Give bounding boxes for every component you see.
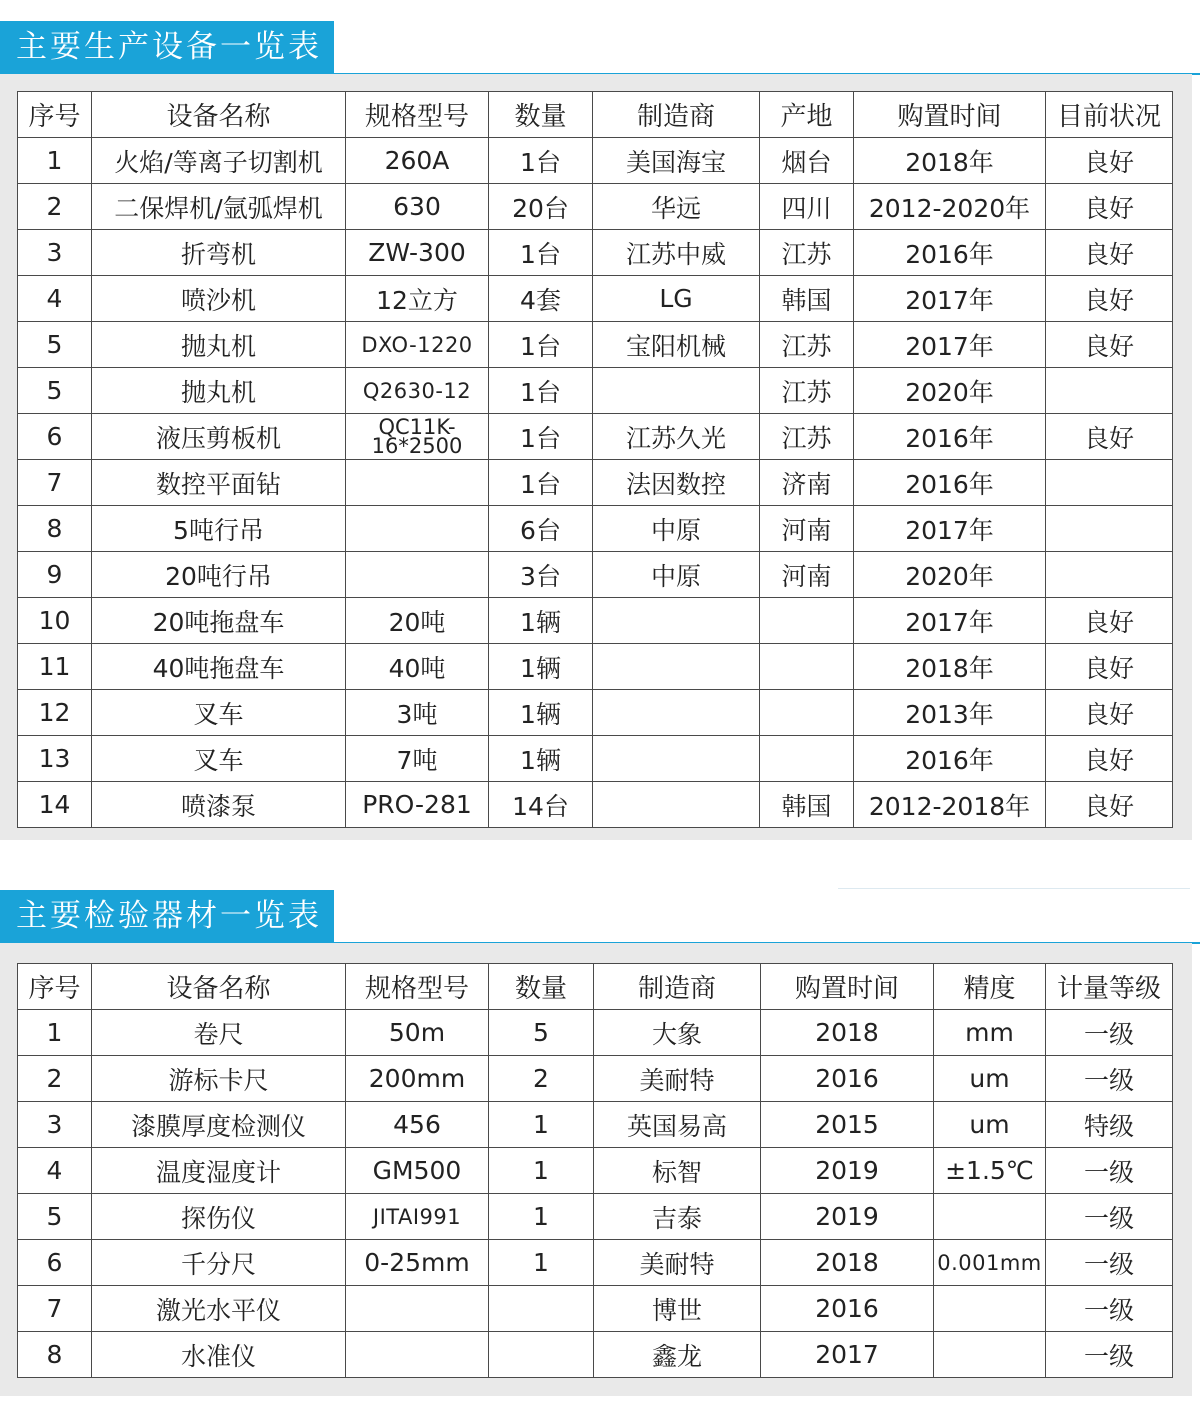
equipment-cell-col-spec: 3吨 [346,690,489,736]
equipment-cell-col-maker: 宝阳机械 [593,322,760,368]
inspection-cell-col-maker: 美耐特 [594,1056,761,1102]
equipment-cell-col-maker [593,736,760,782]
equipment-cell-col-index: 4 [18,276,92,322]
equipment-cell-col-7: 2018年 [854,138,1046,184]
inspection-header-5: 购置时间 [761,964,934,1010]
table-row [18,1148,1173,1194]
equipment-cell-col-name: 5吨行吊 [92,506,346,552]
inspection-table [17,963,1173,1378]
equipment-cell-col-6: 韩国 [760,276,854,322]
table-row [18,138,1173,184]
table-row [18,1056,1173,1102]
equipment-cell-col-maker: LG [593,276,760,322]
inspection-cell-col-name: 探伤仪 [92,1194,346,1240]
inspection-cell-col-8: 一级 [1046,1056,1173,1102]
inspection-cell-col-qty: 1 [489,1102,594,1148]
inspection-header-1: 设备名称 [92,964,346,1010]
table-row [18,690,1173,736]
equipment-header-7: 目前状况 [1046,92,1173,138]
equipment-header-5: 产地 [760,92,854,138]
table-row [18,276,1173,322]
equipment-cell-col-spec: 7吨 [346,736,489,782]
equipment-cell-col-maker: 中原 [593,552,760,598]
equipment-cell-col-8: 良好 [1046,322,1173,368]
equipment-cell-col-spec [346,460,489,506]
equipment-cell-col-index: 5 [18,322,92,368]
equipment-cell-col-6 [760,690,854,736]
table-row [18,644,1173,690]
inspection-cell-col-name: 卷尺 [92,1010,346,1056]
equipment-cell-col-name: 折弯机 [92,230,346,276]
equipment-cell-col-6: 河南 [760,506,854,552]
table-row [18,414,1173,460]
inspection-cell-col-index: 6 [18,1240,92,1286]
table-row [18,1332,1173,1378]
equipment-cell-col-index: 1 [18,138,92,184]
inspection-cell-col-spec: 50m [346,1010,489,1056]
equipment-cell-col-maker: 法因数控 [593,460,760,506]
equipment-cell-col-qty: 4套 [489,276,593,322]
inspection-cell-col-8: 特级 [1046,1102,1173,1148]
inspection-header-row [18,964,1173,1010]
equipment-cell-col-index: 13 [18,736,92,782]
equipment-cell-col-8: 良好 [1046,414,1173,460]
equipment-cell-col-maker [593,598,760,644]
table-row [18,1010,1173,1056]
equipment-cell-col-7: 2016年 [854,414,1046,460]
equipment-cell-col-qty: 1辆 [489,644,593,690]
inspection-header-3: 数量 [489,964,594,1010]
table-row [18,1102,1173,1148]
equipment-cell-col-maker: 江苏久光 [593,414,760,460]
equipment-cell-col-maker [593,644,760,690]
inspection-cell-col-6: 2017 [761,1332,934,1378]
divider-line [838,888,1190,889]
inspection-cell-col-qty: 2 [489,1056,594,1102]
equipment-header-0: 序号 [18,92,92,138]
equipment-cell-col-index: 2 [18,184,92,230]
inspection-cell-col-spec: JITAI991 [346,1194,489,1240]
equipment-cell-col-8: 良好 [1046,276,1173,322]
inspection-cell-col-index: 3 [18,1102,92,1148]
equipment-cell-col-7: 2017年 [854,276,1046,322]
inspection-cell-col-qty: 1 [489,1148,594,1194]
table-row [18,506,1173,552]
inspection-cell-col-qty [489,1332,594,1378]
inspection-cell-col-index: 5 [18,1194,92,1240]
equipment-cell-col-8 [1046,460,1173,506]
inspection-cell-col-index: 8 [18,1332,92,1378]
equipment-cell-col-qty: 1辆 [489,736,593,782]
inspection-header-6: 精度 [934,964,1046,1010]
inspection-header-4: 制造商 [594,964,761,1010]
equipment-cell-col-name: 二保焊机/氩弧焊机 [92,184,346,230]
equipment-cell-col-6: 江苏 [760,414,854,460]
inspection-cell-col-7 [934,1194,1046,1240]
equipment-cell-col-spec: 260A [346,138,489,184]
table-row [18,368,1173,414]
equipment-cell-col-maker: 江苏中威 [593,230,760,276]
equipment-cell-col-name: 喷沙机 [92,276,346,322]
equipment-cell-col-maker [593,690,760,736]
inspection-cell-col-6: 2018 [761,1010,934,1056]
equipment-cell-col-8: 良好 [1046,598,1173,644]
equipment-cell-col-qty: 1台 [489,414,593,460]
inspection-cell-col-spec: GM500 [346,1148,489,1194]
equipment-cell-col-index: 3 [18,230,92,276]
table-row [18,1194,1173,1240]
inspection-header-0: 序号 [18,964,92,1010]
equipment-cell-col-qty: 1辆 [489,690,593,736]
equipment-body [18,138,1173,828]
inspection-cell-col-8: 一级 [1046,1148,1173,1194]
equipment-cell-col-8: 良好 [1046,230,1173,276]
equipment-cell-col-6: 济南 [760,460,854,506]
inspection-cell-col-7 [934,1332,1046,1378]
table-row [18,736,1173,782]
equipment-title: 主要生产设备一览表 [0,21,334,73]
equipment-cell-col-maker [593,782,760,828]
equipment-cell-col-7: 2018年 [854,644,1046,690]
table-row [18,230,1173,276]
inspection-cell-col-qty [489,1286,594,1332]
inspection-cell-col-name: 千分尺 [92,1240,346,1286]
equipment-cell-col-spec: 20吨 [346,598,489,644]
equipment-cell-col-7: 2016年 [854,460,1046,506]
equipment-cell-col-spec [346,506,489,552]
equipment-cell-col-6: 江苏 [760,368,854,414]
equipment-cell-col-7: 2013年 [854,690,1046,736]
equipment-cell-col-spec: PRO-281 [346,782,489,828]
equipment-table [17,91,1173,828]
inspection-cell-col-7: ±1.5℃ [934,1148,1046,1194]
equipment-cell-col-index: 10 [18,598,92,644]
inspection-cell-col-spec: 456 [346,1102,489,1148]
inspection-cell-col-7 [934,1286,1046,1332]
inspection-cell-col-spec: 0-25mm [346,1240,489,1286]
inspection-cell-col-qty: 5 [489,1010,594,1056]
inspection-cell-col-qty: 1 [489,1194,594,1240]
equipment-header-6: 购置时间 [854,92,1046,138]
equipment-cell-col-7: 2017年 [854,506,1046,552]
equipment-cell-col-maker: 美国海宝 [593,138,760,184]
inspection-cell-col-7: 0.001mm [934,1240,1046,1286]
equipment-cell-col-index: 8 [18,506,92,552]
equipment-cell-col-name: 叉车 [92,690,346,736]
inspection-cell-col-8: 一级 [1046,1332,1173,1378]
equipment-cell-col-6 [760,598,854,644]
equipment-cell-col-spec: ZW-300 [346,230,489,276]
inspection-cell-col-8: 一级 [1046,1010,1173,1056]
equipment-cell-col-qty: 1台 [489,322,593,368]
equipment-cell-col-spec: 12立方 [346,276,489,322]
inspection-cell-col-6: 2016 [761,1056,934,1102]
inspection-cell-col-index: 7 [18,1286,92,1332]
equipment-cell-col-spec: 630 [346,184,489,230]
equipment-cell-col-6 [760,736,854,782]
equipment-cell-col-8 [1046,506,1173,552]
equipment-cell-col-6: 四川 [760,184,854,230]
equipment-cell-col-maker: 华远 [593,184,760,230]
inspection-cell-col-spec: 200mm [346,1056,489,1102]
equipment-cell-col-qty: 6台 [489,506,593,552]
inspection-cell-col-7: um [934,1102,1046,1148]
equipment-cell-col-qty: 1台 [489,368,593,414]
table-row [18,782,1173,828]
equipment-cell-col-8 [1046,368,1173,414]
inspection-body [18,1010,1173,1378]
inspection-cell-col-7: um [934,1056,1046,1102]
equipment-cell-col-8: 良好 [1046,782,1173,828]
equipment-cell-col-6: 江苏 [760,230,854,276]
equipment-cell-col-6 [760,644,854,690]
table-row [18,322,1173,368]
table-row [18,460,1173,506]
equipment-cell-col-name: 喷漆泵 [92,782,346,828]
equipment-header-row [18,92,1173,138]
inspection-cell-col-name: 漆膜厚度检测仪 [92,1102,346,1148]
inspection-cell-col-name: 游标卡尺 [92,1056,346,1102]
inspection-cell-col-6: 2018 [761,1240,934,1286]
inspection-header-2: 规格型号 [346,964,489,1010]
equipment-cell-col-name: 20吨行吊 [92,552,346,598]
equipment-cell-col-spec: Q2630-12 [346,368,489,414]
equipment-cell-col-qty: 3台 [489,552,593,598]
equipment-cell-col-qty: 14台 [489,782,593,828]
equipment-cell-col-6: 韩国 [760,782,854,828]
inspection-cell-col-index: 4 [18,1148,92,1194]
inspection-cell-col-spec [346,1332,489,1378]
equipment-cell-col-8 [1046,552,1173,598]
table-row [18,1286,1173,1332]
equipment-cell-col-7: 2017年 [854,598,1046,644]
equipment-cell-col-8: 良好 [1046,736,1173,782]
equipment-cell-col-6: 烟台 [760,138,854,184]
equipment-cell-col-index: 5 [18,368,92,414]
inspection-cell-col-maker: 标智 [594,1148,761,1194]
inspection-title: 主要检验器材一览表 [0,890,334,942]
inspection-cell-col-maker: 鑫龙 [594,1332,761,1378]
inspection-cell-col-maker: 大象 [594,1010,761,1056]
equipment-cell-col-qty: 1台 [489,230,593,276]
inspection-cell-col-7: mm [934,1010,1046,1056]
equipment-cell-col-name: 20吨拖盘车 [92,598,346,644]
inspection-cell-col-8: 一级 [1046,1194,1173,1240]
equipment-cell-col-7: 2017年 [854,322,1046,368]
equipment-cell-col-index: 14 [18,782,92,828]
equipment-cell-col-spec: QC11K-16*2500 [346,414,489,460]
inspection-cell-col-qty: 1 [489,1240,594,1286]
equipment-cell-col-7: 2020年 [854,552,1046,598]
equipment-cell-col-name: 40吨拖盘车 [92,644,346,690]
equipment-cell-col-index: 7 [18,460,92,506]
equipment-cell-col-qty: 1台 [489,138,593,184]
inspection-cell-col-name: 激光水平仪 [92,1286,346,1332]
inspection-cell-col-maker: 英国易高 [594,1102,761,1148]
inspection-cell-col-6: 2015 [761,1102,934,1148]
equipment-cell-col-qty: 20台 [489,184,593,230]
equipment-cell-col-name: 叉车 [92,736,346,782]
inspection-cell-col-name: 水准仪 [92,1332,346,1378]
equipment-cell-col-spec: 40吨 [346,644,489,690]
equipment-cell-col-name: 液压剪板机 [92,414,346,460]
equipment-cell-col-6: 江苏 [760,322,854,368]
inspection-cell-col-name: 温度湿度计 [92,1148,346,1194]
inspection-cell-col-6: 2016 [761,1286,934,1332]
equipment-cell-col-qty: 1台 [489,460,593,506]
equipment-cell-col-spec: DXO-1220 [346,322,489,368]
inspection-cell-col-8: 一级 [1046,1240,1173,1286]
equipment-cell-col-8: 良好 [1046,138,1173,184]
inspection-cell-col-spec [346,1286,489,1332]
inspection-cell-col-index: 2 [18,1056,92,1102]
equipment-cell-col-name: 抛丸机 [92,322,346,368]
inspection-cell-col-6: 2019 [761,1194,934,1240]
table-row [18,184,1173,230]
table-row [18,598,1173,644]
equipment-cell-col-7: 2016年 [854,736,1046,782]
table-row [18,1240,1173,1286]
inspection-cell-col-index: 1 [18,1010,92,1056]
equipment-header-1: 设备名称 [92,92,346,138]
equipment-cell-col-8: 良好 [1046,184,1173,230]
inspection-cell-col-maker: 美耐特 [594,1240,761,1286]
inspection-cell-col-8: 一级 [1046,1286,1173,1332]
equipment-header-4: 制造商 [593,92,760,138]
equipment-cell-col-8: 良好 [1046,690,1173,736]
equipment-cell-col-6: 河南 [760,552,854,598]
equipment-cell-col-index: 12 [18,690,92,736]
equipment-cell-col-index: 6 [18,414,92,460]
equipment-cell-col-spec [346,552,489,598]
equipment-cell-col-maker: 中原 [593,506,760,552]
table-row [18,552,1173,598]
equipment-cell-col-qty: 1辆 [489,598,593,644]
equipment-cell-col-7: 2020年 [854,368,1046,414]
equipment-cell-col-7: 2012-2020年 [854,184,1046,230]
equipment-cell-col-7: 2012-2018年 [854,782,1046,828]
equipment-cell-col-name: 火焰/等离子切割机 [92,138,346,184]
equipment-cell-col-index: 9 [18,552,92,598]
inspection-header-7: 计量等级 [1046,964,1173,1010]
equipment-cell-col-7: 2016年 [854,230,1046,276]
equipment-cell-col-index: 11 [18,644,92,690]
equipment-cell-col-name: 抛丸机 [92,368,346,414]
inspection-cell-col-maker: 博世 [594,1286,761,1332]
equipment-cell-col-8: 良好 [1046,644,1173,690]
inspection-cell-col-maker: 吉泰 [594,1194,761,1240]
equipment-header-2: 规格型号 [346,92,489,138]
equipment-cell-col-name: 数控平面钻 [92,460,346,506]
equipment-cell-col-maker [593,368,760,414]
inspection-cell-col-6: 2019 [761,1148,934,1194]
equipment-header-3: 数量 [489,92,593,138]
